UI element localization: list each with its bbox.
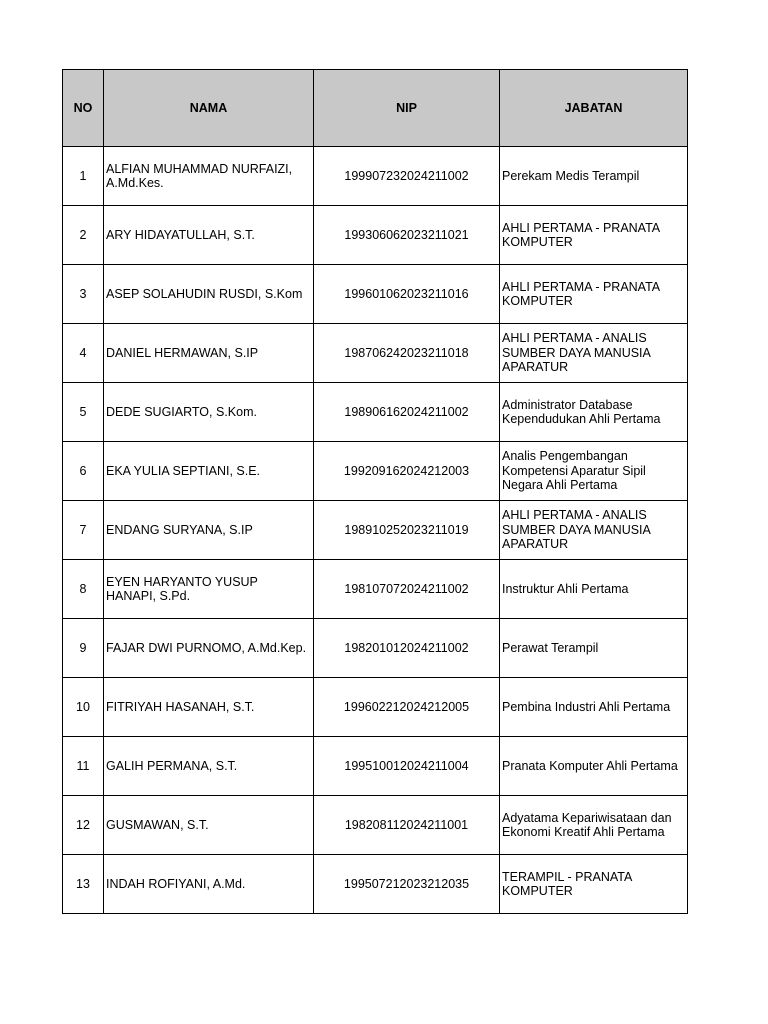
cell-nip: 199602212024212005 [314, 678, 500, 737]
header-jabatan: JABATAN [500, 70, 688, 147]
table-row [63, 796, 688, 855]
cell-nama: DEDE SUGIARTO, S.Kom. [104, 383, 314, 442]
cell-no: 6 [63, 442, 104, 501]
table-row [63, 855, 688, 914]
cell-jabatan: Adyatama Kepariwisataan dan Ekonomi Kreatif Ahli Pertama [500, 796, 688, 855]
cell-nama: FAJAR DWI PURNOMO, A.Md.Kep. [104, 619, 314, 678]
cell-nip: 199601062023211016 [314, 265, 500, 324]
cell-nip: 198906162024211002 [314, 383, 500, 442]
cell-nama: INDAH ROFIYANI, A.Md. [104, 855, 314, 914]
cell-nip: 199510012024211004 [314, 737, 500, 796]
cell-jabatan: TERAMPIL - PRANATA KOMPUTER [500, 855, 688, 914]
cell-nip: 198208112024211001 [314, 796, 500, 855]
table-row [63, 383, 688, 442]
header-nip: NIP [314, 70, 500, 147]
table-row [63, 737, 688, 796]
cell-nama: ARY HIDAYATULLAH, S.T. [104, 206, 314, 265]
cell-nip: 199507212023212035 [314, 855, 500, 914]
cell-no: 1 [63, 147, 104, 206]
cell-jabatan: AHLI PERTAMA - ANALIS SUMBER DAYA MANUSIA APARATUR [500, 324, 688, 383]
cell-nip: 198706242023211018 [314, 324, 500, 383]
cell-nama: GALIH PERMANA, S.T. [104, 737, 314, 796]
cell-jabatan: Perawat Terampil [500, 619, 688, 678]
cell-nip: 198201012024211002 [314, 619, 500, 678]
header-row [63, 70, 688, 147]
cell-no: 11 [63, 737, 104, 796]
cell-no: 8 [63, 560, 104, 619]
cell-jabatan: Instruktur Ahli Pertama [500, 560, 688, 619]
cell-no: 2 [63, 206, 104, 265]
table-row [63, 619, 688, 678]
cell-nama: DANIEL HERMAWAN, S.IP [104, 324, 314, 383]
cell-nip: 199306062023211021 [314, 206, 500, 265]
cell-no: 7 [63, 501, 104, 560]
cell-nip: 198910252023211019 [314, 501, 500, 560]
cell-jabatan: AHLI PERTAMA - PRANATA KOMPUTER [500, 265, 688, 324]
table-body [63, 147, 688, 914]
cell-nip: 199209162024212003 [314, 442, 500, 501]
table-row [63, 560, 688, 619]
cell-nama: ASEP SOLAHUDIN RUSDI, S.Kom [104, 265, 314, 324]
cell-nama: ALFIAN MUHAMMAD NURFAIZI, A.Md.Kes. [104, 147, 314, 206]
cell-nama: EKA YULIA SEPTIANI, S.E. [104, 442, 314, 501]
header-nama: NAMA [104, 70, 314, 147]
table-row [63, 501, 688, 560]
header-no: NO [63, 70, 104, 147]
table-row [63, 265, 688, 324]
cell-no: 13 [63, 855, 104, 914]
cell-nip: 199907232024211002 [314, 147, 500, 206]
cell-jabatan: Analis Pengembangan Kompetensi Aparatur Sipil Negara Ahli Pertama [500, 442, 688, 501]
employee-table [62, 69, 688, 914]
cell-no: 4 [63, 324, 104, 383]
cell-nama: ENDANG SURYANA, S.IP [104, 501, 314, 560]
cell-no: 3 [63, 265, 104, 324]
table-row [63, 206, 688, 265]
cell-nama: EYEN HARYANTO YUSUP HANAPI, S.Pd. [104, 560, 314, 619]
cell-jabatan: Perekam Medis Terampil [500, 147, 688, 206]
table-row [63, 442, 688, 501]
cell-no: 9 [63, 619, 104, 678]
table-row [63, 147, 688, 206]
cell-nama: GUSMAWAN, S.T. [104, 796, 314, 855]
cell-jabatan: Administrator Database Kependudukan Ahli Pertama [500, 383, 688, 442]
cell-jabatan: Pranata Komputer Ahli Pertama [500, 737, 688, 796]
table-row [63, 324, 688, 383]
cell-jabatan: Pembina Industri Ahli Pertama [500, 678, 688, 737]
cell-jabatan: AHLI PERTAMA - ANALIS SUMBER DAYA MANUSIA APARATUR [500, 501, 688, 560]
cell-no: 10 [63, 678, 104, 737]
cell-nama: FITRIYAH HASANAH, S.T. [104, 678, 314, 737]
cell-no: 12 [63, 796, 104, 855]
cell-nip: 198107072024211002 [314, 560, 500, 619]
table-header [63, 70, 688, 147]
cell-no: 5 [63, 383, 104, 442]
table-row [63, 678, 688, 737]
cell-jabatan: AHLI PERTAMA - PRANATA KOMPUTER [500, 206, 688, 265]
